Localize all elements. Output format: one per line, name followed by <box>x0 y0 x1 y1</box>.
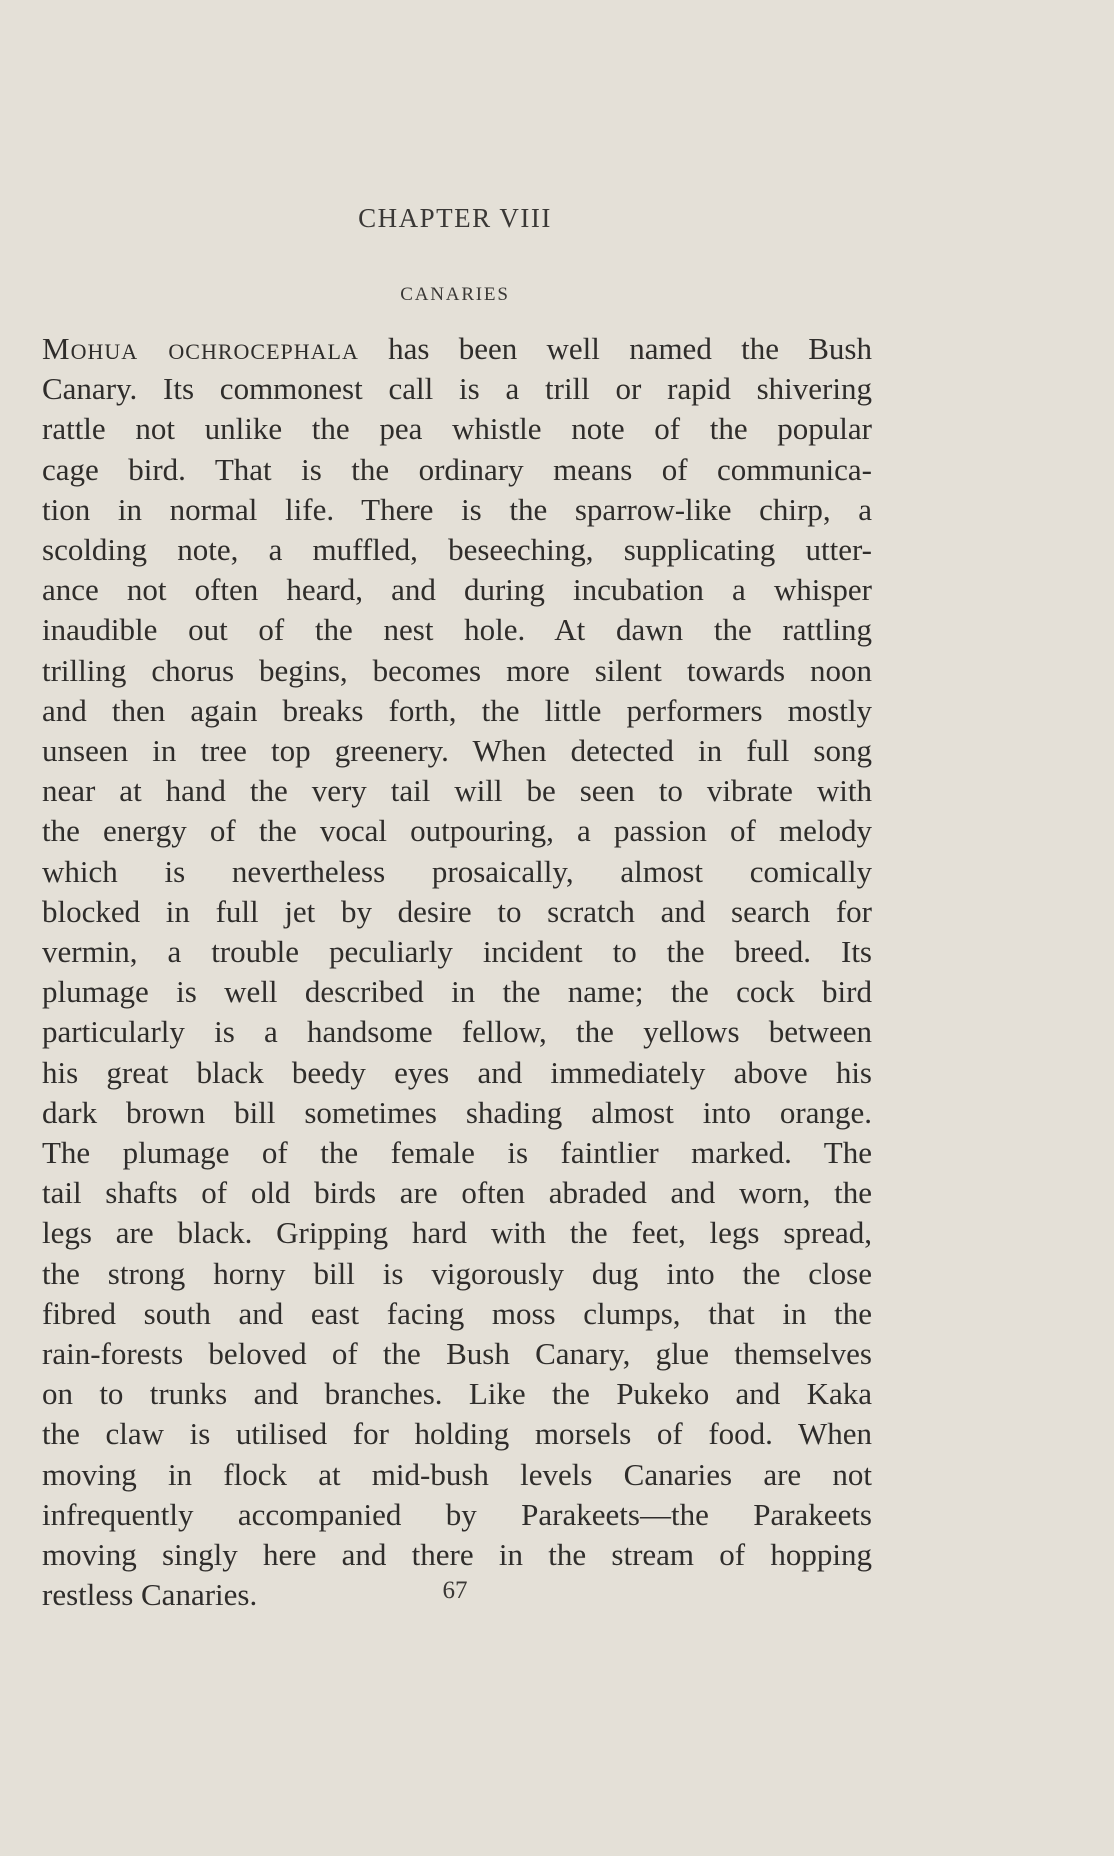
body-paragraph <box>42 329 872 1616</box>
paragraph-line: his great black beedy eyes and immediately above his <box>42 1054 872 1090</box>
paragraph-line: restless Canaries. <box>42 1577 258 1613</box>
chapter-heading: CHAPTER VIII <box>358 203 552 233</box>
paragraph-line: scolding note, a muffled, beseeching, supplicating utter- <box>42 532 872 568</box>
species-name: Mohua ochrocephala <box>42 331 359 366</box>
paragraph-line: the energy of the vocal outpouring, a passion of melody <box>42 813 872 849</box>
paragraph-line: trilling chorus begins, becomes more silent towards noon <box>42 652 872 688</box>
paragraph-line: unseen in tree top greenery. When detected in full song <box>42 733 872 769</box>
paragraph-line: rattle not unlike the pea whistle note of the popular <box>42 411 872 447</box>
paragraph-line: blocked in full jet by desire to scratch and search for <box>42 893 872 929</box>
paragraph-line: The plumage of the female is faintlier marked. The <box>42 1135 872 1171</box>
paragraph-line: tion in normal life. There is the sparrow-like chirp, a <box>42 491 872 527</box>
paragraph-line: Canary. Its commonest call is a trill or rapid shivering <box>42 371 872 407</box>
paragraph-line: ance not often heard, and during incubation a whisper <box>42 572 872 608</box>
paragraph-line: dark brown bill sometimes shading almost into orange. <box>42 1094 872 1130</box>
paragraph-line: infrequently accompanied by Parakeets—the Parakeets <box>42 1496 872 1532</box>
paragraph-line: plumage is well described in the name; the cock bird <box>42 974 872 1010</box>
paragraph-line: moving singly here and there in the stream of hopping <box>42 1537 872 1573</box>
paragraph-line: vermin, a trouble peculiarly incident to the breed. Its <box>42 934 872 970</box>
paragraph-line: the strong horny bill is vigorously dug into the close <box>42 1255 872 1291</box>
paragraph-line: cage bird. That is the ordinary means of communica- <box>42 451 872 487</box>
paragraph-line <box>42 329 872 369</box>
paragraph-line: which is nevertheless prosaically, almost comically <box>42 853 872 889</box>
page-number: 67 <box>442 1577 468 1604</box>
paragraph-line: and then again breaks forth, the little performers mostly <box>42 692 872 728</box>
paragraph-line: on to trunks and branches. Like the Pukeko and Kaka <box>42 1376 872 1412</box>
paragraph-line: inaudible out of the nest hole. At dawn the rattling <box>42 612 872 648</box>
paragraph-line: fibred south and east facing moss clumps, that in the <box>42 1295 872 1331</box>
paragraph-line: moving in flock at mid-bush levels Canaries are not <box>42 1456 872 1492</box>
paragraph-line: rain-forests beloved of the Bush Canary, glue themselves <box>42 1336 872 1372</box>
chapter-title: CANARIES <box>400 284 510 305</box>
paragraph-line: the claw is utilised for holding morsels of food. When <box>42 1416 872 1452</box>
paragraph-line-text: has been well named the Bush <box>358 331 872 366</box>
paragraph-line: near at hand the very tail will be seen to vibrate with <box>42 773 872 809</box>
paragraph-line: tail shafts of old birds are often abraded and worn, the <box>42 1175 872 1211</box>
paragraph-line: legs are black. Gripping hard with the feet, legs spread, <box>42 1215 872 1251</box>
paragraph-line: particularly is a handsome fellow, the yellows between <box>42 1014 872 1050</box>
